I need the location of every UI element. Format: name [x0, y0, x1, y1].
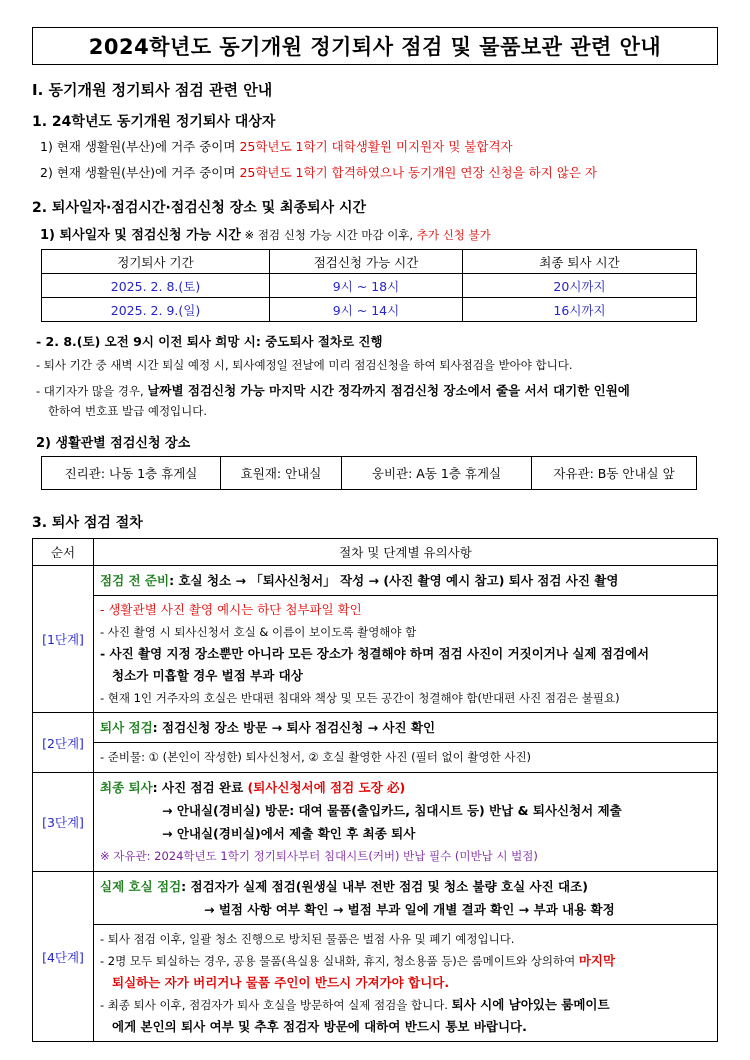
target-item-2-prefix: 2) 현재 생활원(부산)에 거주 중이며	[40, 165, 240, 180]
step-3-line-3: → 안내실(경비실)에서 제출 확인 후 최종 퇴사	[162, 826, 416, 841]
page-title: 2024학년도 동기개원 정기퇴사 점검 및 물품보관 관련 안내	[32, 27, 718, 65]
schedule-header-cell: 정기퇴사 기간	[42, 250, 270, 274]
target-item-1-prefix: 1) 현재 생활원(부산)에 거주 중이며	[40, 139, 240, 154]
step-4-title-green: 실제 호실 점검	[100, 879, 182, 894]
procedure-header-order: 순서	[33, 539, 94, 566]
step-4-notes-cell	[94, 925, 718, 1042]
procedure-step-2-title-row	[33, 713, 718, 743]
schedule-table	[41, 249, 697, 322]
schedule-row	[42, 298, 697, 322]
target-item-1-red: 25학년도 1학기 대학생활원 미지원자 및 불합격자	[239, 139, 513, 154]
step-4-note-3-line2: 에게 본인의 퇴사 여부 및 추후 점검자 방문에 대하여 반드시 통보 바랍니다.	[112, 1019, 527, 1034]
procedure-step-1-title-row	[33, 566, 718, 596]
place-cell: 효원재: 안내실	[221, 457, 342, 490]
schedule-row	[42, 274, 697, 298]
procedure-step-4-notes-row	[33, 925, 718, 1042]
procedure-step-2-notes-row	[33, 743, 718, 773]
step-2-notes-cell	[94, 743, 718, 773]
schedule-item-1-note: ※ 점검 신청 가능 시간 마감 이후,	[240, 228, 417, 242]
bullet-waiting-line1	[36, 381, 630, 399]
schedule-header-cell: 최종 퇴사 시간	[463, 250, 697, 274]
schedule-header-cell: 점검신청 가능 시간	[270, 250, 463, 274]
step-1-note-3-line1: - 사진 촬영 지정 장소뿐만 아니라 모든 장소가 청결해야 하며 점검 사진이 거짓이거나 실제 점검에서	[100, 646, 650, 661]
step-1-title-rest: : 호실 청소 → 「퇴사신청서」 작성 → (사진 촬영 예시 참고) 퇴사 점검 사진 촬영	[169, 573, 619, 588]
step-1-note-4: - 현재 1인 거주자의 호실은 반대편 침대와 책상 및 모든 공간이 청결해야 함(반대편 사진 점검은 불필요)	[100, 691, 620, 705]
step-4-note-3-prefix: - 최종 퇴사 이후, 점검자가 퇴사 호실을 방문하여 실제 점검을 합니다.	[100, 998, 452, 1012]
target-item-2	[40, 163, 597, 181]
step-2-title-green: 퇴사 점검	[100, 720, 153, 735]
procedure-step-4-title-row	[33, 872, 718, 925]
step-4-note-2-line2: 퇴실하는 자가 버리거나 물품 주인이 반드시 가져가야 합니다.	[112, 975, 450, 990]
schedule-cell: 2025. 2. 9.(일)	[42, 298, 270, 322]
step-4-title-cell	[94, 872, 718, 925]
schedule-cell: 20시까지	[463, 274, 697, 298]
schedule-cell: 9시 ~ 18시	[270, 274, 463, 298]
subsection-heading-schedule: 2. 퇴사일자·점검시간·점검신청 장소 및 최종퇴사 시간	[32, 200, 367, 216]
subsection-heading-targets: 1. 24학년도 동기개원 정기퇴사 대상자	[32, 114, 276, 130]
procedure-header-row	[33, 539, 718, 566]
places-table	[41, 456, 697, 490]
step-3-cell	[94, 773, 718, 872]
procedure-step-3-row	[33, 773, 718, 872]
procedure-table	[32, 538, 718, 1042]
step-4-line-2: → 벌점 사항 여부 확인 → 벌점 부과 일에 개별 결과 확인 → 부과 내용 확정	[204, 902, 615, 917]
step-label: [3단계]	[33, 773, 94, 872]
schedule-item-1-note-red: 추가 신청 불가	[416, 228, 491, 242]
step-label: [1단계]	[33, 566, 94, 713]
step-4-note-2-red: 마지막	[578, 953, 616, 968]
schedule-cell: 2025. 2. 8.(토)	[42, 274, 270, 298]
step-2-title-rest: : 점검신청 장소 방문 → 퇴사 점검신청 → 사진 확인	[152, 720, 436, 735]
step-1-note-2: - 사진 촬영 시 퇴사신청서 호실 & 이름이 보이도록 촬영해야 함	[100, 625, 417, 639]
step-label: [4단계]	[33, 872, 94, 1042]
place-cell: 자유관: B동 안내실 앞	[532, 457, 697, 490]
step-4-title-rest: : 점검자가 실제 점검(원생실 내부 전반 점검 및 청소 불량 호실 사진 대조)	[181, 879, 588, 894]
bullet-early-leave: - 2. 8.(토) 오전 9시 이전 퇴사 희망 시: 중도퇴사 절차로 진행	[36, 334, 383, 349]
step-3-note-purple: ※ 자유관: 2024학년도 1학기 정기퇴사부터 침대시트(커버) 반납 필수 (미반납 시 벌점)	[100, 849, 538, 863]
bullet-waiting-prefix: - 대기자가 많을 경우,	[36, 384, 148, 398]
step-1-title-cell	[94, 566, 718, 596]
step-3-title-red: (퇴사신청서에 점검 도장 必)	[247, 780, 406, 795]
subsection-heading-procedure: 3. 퇴사 점검 절차	[32, 515, 143, 531]
step-3-title-rest: : 사진 점검 완료	[152, 780, 248, 795]
step-4-note-1: - 퇴사 점검 이후, 일괄 청소 진행으로 방치된 물품은 벌점 사유 및 폐기 예정입니다.	[100, 932, 515, 946]
schedule-item-1-bold: 1) 퇴사일자 및 점검신청 가능 시간	[40, 228, 241, 243]
target-item-1	[40, 137, 513, 155]
step-3-title-green: 최종 퇴사	[100, 780, 153, 795]
procedure-header-detail: 절차 및 단계별 유의사항	[94, 539, 718, 566]
step-2-note-1: - 준비물: ① (본인이 작성한) 퇴사신청서, ② 호실 촬영한 사진 (필터 없이 촬영한 사진)	[100, 750, 532, 764]
bullet-waiting-line2: 한하여 번호표 발급 예정입니다.	[48, 404, 208, 418]
step-1-notes-cell	[94, 596, 718, 713]
schedule-cell: 9시 ~ 14시	[270, 298, 463, 322]
place-cell: 웅비관: A동 1층 휴게실	[342, 457, 532, 490]
step-label: [2단계]	[33, 713, 94, 773]
schedule-header-row	[42, 250, 697, 274]
place-cell: 진리관: 나동 1층 휴게실	[42, 457, 221, 490]
step-1-note-3-line2: 청소가 미흡할 경우 벌점 부과 대상	[112, 668, 303, 683]
step-1-title-green: 점검 전 준비	[100, 573, 170, 588]
places-heading: 2) 생활관별 점검신청 장소	[36, 436, 191, 451]
schedule-item-1	[40, 224, 491, 243]
target-item-2-red: 25학년도 1학기 합격하였으나 동기개원 연장 신청을 하지 않은 자	[239, 165, 597, 180]
procedure-step-1-notes-row	[33, 596, 718, 713]
bullet-waiting-bold: 날짜별 점검신청 가능 마지막 시간 정각까지 점검신청 장소에서 줄을 서서 대기한 인원에	[147, 383, 630, 398]
places-row	[42, 457, 697, 490]
bullet-dawn-leave: - 퇴사 기간 중 새벽 시간 퇴실 예정 시, 퇴사예정일 전날에 미리 점검신청을 하여 퇴사점검을 받아야 합니다.	[36, 358, 573, 372]
section-heading: Ⅰ. 동기개원 정기퇴사 점검 관련 안내	[32, 81, 273, 99]
schedule-cell: 16시까지	[463, 298, 697, 322]
step-4-note-2-prefix: - 2명 모두 퇴실하는 경우, 공용 물품(욕실용 실내화, 휴지, 청소용품 등)은 룸메이트와 상의하여	[100, 954, 579, 968]
step-4-note-3-bold: 퇴사 시에 남아있는 룸메이트	[451, 997, 610, 1012]
step-3-line-2: → 안내실(경비실) 방문: 대여 물품(출입카드, 침대시트 등) 반납 & 퇴사신청서 제출	[162, 803, 622, 818]
step-1-note-red: - 생활관별 사진 촬영 예시는 하단 첨부파일 확인	[100, 602, 362, 617]
step-2-title-cell	[94, 713, 718, 743]
